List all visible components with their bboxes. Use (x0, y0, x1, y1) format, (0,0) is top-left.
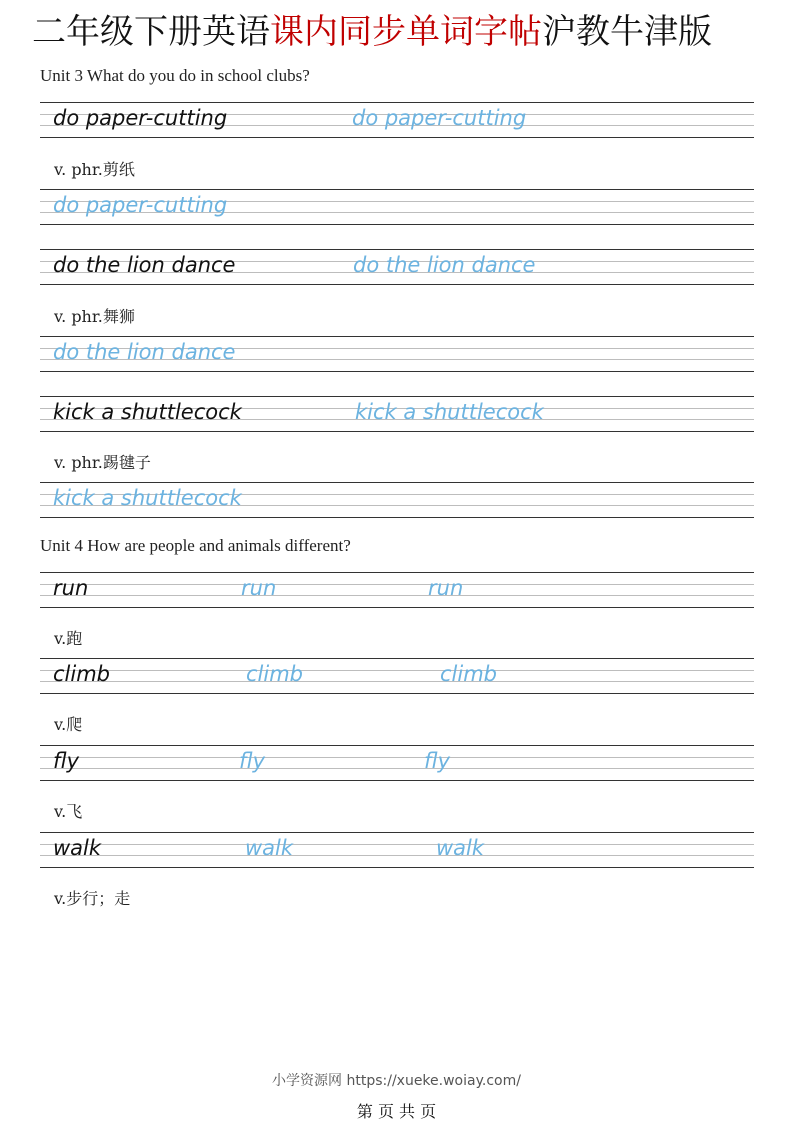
word-trace: do the lion dance (353, 253, 536, 277)
word-trace: climb (246, 662, 304, 686)
word-example: fly (53, 749, 79, 773)
word-meaning: v. phr.剪纸 (54, 160, 135, 179)
writing-lines (40, 189, 754, 225)
writing-lines (40, 745, 754, 781)
word-meaning: v. phr.舞狮 (54, 307, 135, 326)
word-example: do paper-cutting (53, 106, 228, 130)
footer-page-number: 第 页 共 页 (356, 1102, 437, 1121)
word-meaning: v.爬 (54, 715, 83, 734)
writing-lines (40, 336, 754, 372)
footer-site-link[interactable]: 小学资源网 https://xueke.woiay.com/ (272, 1073, 521, 1089)
word-trace: walk (436, 836, 485, 860)
word-meaning: v.飞 (54, 802, 83, 821)
word-example: do the lion dance (53, 253, 236, 277)
word-example: climb (53, 662, 111, 686)
word-meaning: v.步行；走 (54, 889, 131, 908)
word-trace: kick a shuttlecock (53, 486, 242, 510)
page-title (32, 10, 712, 54)
word-trace: walk (245, 836, 294, 860)
unit3-heading: Unit 3 What do you do in school clubs? (40, 66, 310, 85)
unit4-heading: Unit 4 How are people and animals different? (40, 536, 351, 555)
title-part-2: 课内同步单词字帖 (270, 12, 542, 52)
word-example: walk (53, 836, 102, 860)
title-part-3: 沪教牛津版 (542, 12, 712, 52)
writing-lines (40, 396, 754, 432)
word-trace: do the lion dance (53, 340, 236, 364)
title-part-1: 二年级下册英语 (32, 12, 270, 52)
writing-lines (40, 832, 754, 868)
writing-lines (40, 482, 754, 518)
word-trace: run (428, 576, 464, 600)
word-trace: kick a shuttlecock (355, 400, 544, 424)
word-trace: fly (239, 749, 265, 773)
word-trace: do paper-cutting (53, 193, 228, 217)
word-trace: climb (440, 662, 498, 686)
word-trace: do paper-cutting (352, 106, 527, 130)
writing-lines (40, 572, 754, 608)
word-example: run (53, 576, 89, 600)
writing-lines (40, 249, 754, 285)
word-example: kick a shuttlecock (53, 400, 242, 424)
word-meaning: v.跑 (54, 629, 83, 648)
word-trace: run (241, 576, 277, 600)
writing-lines (40, 102, 754, 138)
writing-lines (40, 658, 754, 694)
word-trace: fly (424, 749, 450, 773)
word-meaning: v. phr.踢毽子 (54, 453, 151, 472)
